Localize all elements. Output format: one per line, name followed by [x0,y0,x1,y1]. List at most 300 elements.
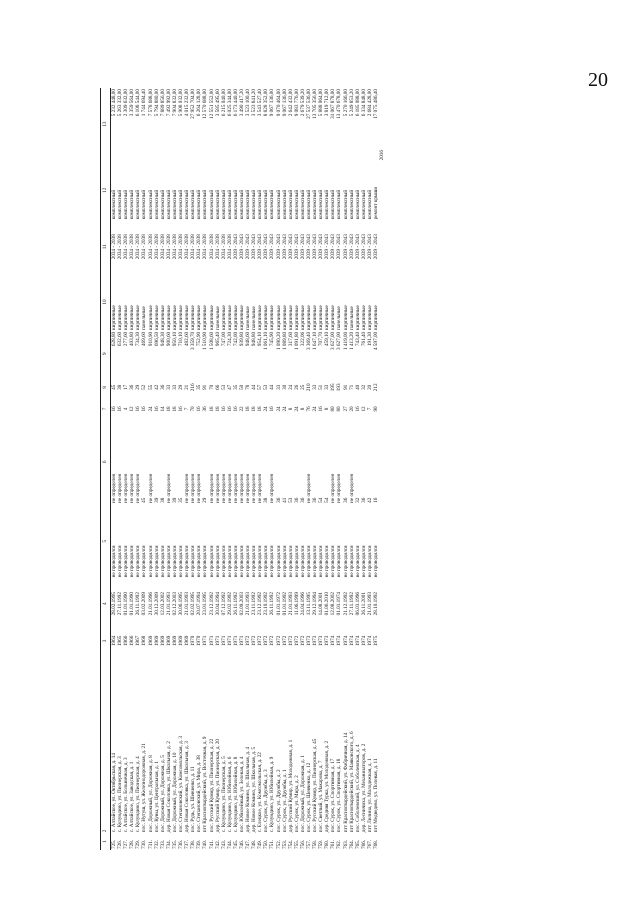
table-cell: 12 570 688,00 [202,89,209,119]
table-cell: 28.10.1992 [373,591,380,616]
table-cell: 725. [111,839,117,849]
table-cell: комплексный [366,189,373,220]
table-cell: 740. [202,839,209,849]
table-cell: 17 075 486,40 [373,89,380,119]
table-cell: 2034 - 2038 [117,234,124,260]
table-cell: кирпичные [306,305,312,330]
table-cell: 2039 - 2043 [269,234,276,260]
table-cell: 14.08.2001 [318,591,325,616]
table-cell: 5 794 880,00 [153,89,160,117]
table-cell: не проводился [232,545,239,578]
table-cell: комплексный [342,189,349,220]
table-cell: 1 510,90 [202,331,209,350]
table-cell: 18 [165,406,172,412]
table-cell: не определен [129,473,136,503]
table-cell: 6 173 440,00 [232,89,239,117]
table-cell: 628,80 [111,331,117,347]
table-cell: 23.11.1992 [251,592,258,616]
table-cell: 2034 - 2038 [208,234,215,260]
table-cell: пос. Сурок, ул. Спортивная, д. 17 [330,758,337,833]
table-cell: не проводился [354,545,361,578]
table-cell: 753. [281,839,288,849]
table-cell: пос. Соболевский, ул. Соболевская, д. 4 [354,744,361,833]
table-cell: 21.01.1996 [147,591,154,616]
table-cell: 02.12.2003 [171,591,178,616]
table-cell: 2 679 539,20 [299,89,306,117]
table-cell: 760. [324,839,331,849]
table-cell: 2039 - 2043 [257,234,264,260]
table-cell: 71 [348,384,355,390]
table-cell: 1974 [342,635,349,647]
table-cell: 24.04.1996 [299,591,306,616]
table-cell: с. Кулундино, ул. Юбилейная, д. 9 [269,756,276,833]
table-cell: 5 888 064,00 [318,89,325,117]
table-cell: 1 508,60 [208,331,215,350]
table-cell: 2039 - 2043 [360,234,367,260]
table-cell: 3 359 564,00 [129,89,136,117]
table-cell: 13 470 678,00 [336,89,343,119]
table-cell: 1973 [318,635,325,647]
table-cell: не проводился [336,545,343,578]
table-cell: пос. Светлый, ул. Макарова, д. 7 [318,760,325,833]
table-cell: комплексный [184,189,191,220]
table-cell: не проводился [190,545,197,578]
table-cell: не проводился [214,545,221,578]
table-cell: не проводился [117,545,124,578]
table-cell: дер. Средняя Турка, ул. Молодежная, д. 2 [324,740,331,833]
table-cell: 9 067 136,00 [281,89,288,117]
table-cell: не проводился [342,545,349,578]
table-cell: пос. Сурок, ул. Мира, д. 2 [293,775,300,833]
table-cell: не определен [232,473,239,503]
table-cell: 1967 [135,635,142,647]
table-cell: 948,80 [251,331,258,347]
table-cell: кирпичные [318,305,325,330]
table-cell: не проводился [123,545,130,578]
table-cell: 1974 [330,635,337,647]
table-cell: 18 [171,406,178,412]
column-header: 3 [101,629,111,653]
table-cell: 1 061,10 [263,331,270,350]
table-cell: 2 642 432,00 [287,89,294,117]
table-cell: 5 232 448,00 [111,89,117,117]
column-header: 4 [101,578,111,628]
table-cell: 12.03.2002 [159,591,166,616]
table-cell: 1969 [159,635,166,647]
table-cell: 910,90 [147,331,154,347]
table-cell: 756. [299,839,306,849]
table-cell: 1969 [153,635,160,647]
table-cell: 30.04.1994 [214,591,221,616]
table-cell: 7 889 856,00 [159,89,166,117]
table-cell: 1969 [171,635,178,647]
table-cell: не проводился [165,545,172,578]
table-cell: 32 [360,384,367,390]
table-cell: 2039 - 2043 [324,234,331,260]
table-cell: кирпичные [111,305,117,330]
table-cell: комплексный [293,189,300,220]
table-cell: с. Елецкое, ул. Комсомольская, д. 22 [257,752,264,833]
table-cell: 2034 - 2038 [111,234,117,260]
table-cell: 216 [190,383,197,392]
table-cell: 1970 [190,635,197,647]
table-cell: 36 [275,497,282,503]
table-cell: 7 904 832,00 [171,89,178,117]
table-cell: 1969 [147,635,154,647]
table-cell: 12.08.2002 [330,591,337,616]
table-cell: 18 [245,406,252,412]
table-cell: 35 [232,384,239,390]
table-cell: 2034 - 2038 [171,234,178,260]
table-cell: комплексный [153,189,160,220]
table-cell: 1974 [354,635,361,647]
table-cell: 3 543 527,40 [257,89,264,117]
table-cell: 1969 [165,635,172,647]
table-cell: 8 [324,407,331,411]
table-cell: 07.12.1992 [220,591,227,616]
table-cell: 16 [354,406,361,412]
table-cell: комплексный [360,189,367,220]
table-cell: 7 492 992,00 [165,89,172,117]
table-cell: 22 [238,406,245,412]
table-cell: 1 419,00 [342,331,349,350]
table-cell: 25 [299,384,306,390]
table-cell: пос. Дорожный, ул. Дорожная, д. 1 [299,755,306,833]
table-cell: 06.03.1996 [354,591,361,616]
table-cell: комплексный [257,189,264,220]
table-cell: кирпичные [299,305,306,330]
table-cell: 1968 [141,635,148,647]
table-cell: 2039 - 2043 [232,234,239,260]
table-cell: 20.07.1994 [196,591,203,616]
table-cell: кирпичные [165,305,172,330]
table-cell: 746. [238,839,245,849]
table-cell: 762. [336,839,343,849]
table-cell: пгт Красногвардейский, ул. Фабричная, д. 14 [342,732,349,833]
page-number: 20 [588,69,608,91]
table-cell: 2034 - 2038 [123,234,130,260]
table-cell: не определен [226,473,233,503]
table-cell: 16 [232,406,239,412]
table-cell: 696,50 [153,331,160,347]
table-cell: 20 [366,384,373,390]
table-cell: 2039 - 2043 [293,234,300,260]
table-cell: не определен [336,473,343,503]
table-cell: 18 [208,406,215,412]
table-cell: 1972 [263,635,270,647]
table-cell: 1971 [208,635,215,647]
table-cell: 743,40 [354,331,361,347]
table-cell: 2034 - 2038 [202,234,209,260]
table-cell: 3 359,70 [190,331,197,350]
table-cell: 1973 [312,635,319,647]
table-cell: 38 [263,497,270,503]
table-cell: 2039 - 2043 [373,234,380,260]
table-cell: 193 [336,383,343,392]
table-cell: 1966 [129,635,136,647]
table-cell: 2034 - 2038 [184,234,191,260]
table-cell: 36 [159,384,166,390]
table-cell: 7 [184,407,191,411]
table-cell: 2034 - 2038 [214,234,221,260]
table-cell: не проводился [171,545,178,578]
table-cell: 12 [360,406,367,412]
table-cell: с. Кулундино, ул. Пионерская, д. 5 [220,756,227,833]
table-cell: 2034 - 2038 [220,234,227,260]
table-cell: 38 [117,384,124,390]
table-cell: 91 [202,384,209,390]
table-cell: дер. Русский Кумир, ул. Пионерская, д. 20 [214,738,221,833]
table-cell: 1974 [360,635,367,647]
header-row [101,88,111,850]
table-cell: кирпичные [373,305,380,330]
table-cell: кирпичные [190,305,197,330]
table-cell: 6 215 040,00 [220,89,227,117]
table-cell: 2039 - 2043 [354,234,361,260]
table-cell: 17 [123,384,130,390]
table-cell: кирпичные [342,305,349,330]
column-header: 13 [101,88,111,160]
table-cell: 35 [196,384,203,390]
table-cell: 27.11.1992 [117,592,124,616]
table-cell: 742. [214,839,221,849]
table-cell: не проводился [366,545,373,578]
table-cell: не проводился [135,545,142,578]
table-cell: 1969 [184,635,191,647]
table-cell: не проводился [257,545,264,578]
table-cell: 1971 [226,635,233,647]
table-cell: 632,60 [117,331,124,347]
table-cell: 29 [178,384,185,390]
table-cell: 2039 - 2043 [263,234,270,260]
table-cell: пос. Дорожный, ул. Дорожная, д. 8 [147,755,154,833]
table-cell: 5 908 032,00 [178,89,185,117]
table-cell: 2 684 428,00 [366,89,373,117]
table-cell: 70 [208,384,215,390]
table-cell: с. Кулундино, ул. Юбилейная, д. 8 [232,756,239,833]
column-header: 8 [101,377,111,399]
table-cell: 1972 [257,635,264,647]
table-cell: 757. [306,839,312,849]
table-cell: комплексный [324,189,331,220]
table-cell: 1 089,80 [281,331,288,350]
table-cell: 2034 - 2038 [226,234,233,260]
table-cell: 30.06.1995 [178,591,185,616]
table-cell: 2039 - 2043 [330,234,337,260]
table-cell: кирпичные [238,305,245,330]
table-cell: 36 [312,497,319,503]
table-cell: 9 083 776,00 [293,89,300,117]
table-cell: 1 744 694,40 [141,89,148,117]
table-cell: 737. [184,839,191,849]
table-cell: 33 [312,384,319,390]
table-cell: 91 [342,384,349,390]
table-cell: 210 [306,383,312,392]
table-cell: 729. [135,839,142,849]
table-cell: 747,00 [220,331,227,347]
table-cell: 1 091,80 [293,331,300,350]
table-cell: 55 [147,384,154,390]
table-cell: 21.01.1993 [366,591,373,616]
table-cell: пос. Нугуш, ул. Железнодорожная, д. 21 [141,743,148,833]
table-cell: кирпичные [178,305,185,330]
table-cell: 13.11.1995 [306,592,312,616]
table-cell: 948,60 [245,331,252,347]
table-cell: ремонт крыши [373,186,380,220]
table-cell: 21.01.1993 [245,591,252,616]
table-cell: 54 [318,497,325,503]
table-cell: не определен [196,473,203,503]
table-cell: 26.11.2001 [360,592,367,616]
table-cell: пгт Красногвардейский, ул. Маяковского, д. 6 [348,731,355,833]
table-cell: 1972 [269,635,276,647]
table-cell: 3 627,00 [330,331,337,350]
table-cell: 5 249 853,20 [348,89,355,117]
table-cell: 2034 - 2038 [190,234,197,260]
table-cell: не проводился [348,545,355,578]
table-cell: пос. Степановский, ул. Комсомольская, д. 3 [178,736,185,833]
table-cell: кирпичные [269,305,276,330]
table-cell: 47 [226,384,233,390]
table-cell: не проводился [324,545,331,578]
table-cell: 766. [360,839,367,849]
table-cell: 2034 - 2038 [147,234,154,260]
table-cell: 1971 [202,635,209,647]
table-cell: кирпичные [287,305,294,330]
table-cell: 31 067 878,00 [330,89,337,119]
table-cell: 02.02.1995 [190,591,197,616]
table-cell: не определен [123,473,130,503]
table-cell: 403,80 [129,331,136,347]
table-cell: 26.11.1992 [232,592,239,616]
table-cell: кирпичные [312,305,319,330]
table-cell: 755. [293,839,300,849]
table-cell: 2039 - 2043 [312,234,319,260]
table-cell: 1965 [117,635,124,647]
table-cell: не определен [111,473,117,503]
table-cell: кирпичные [153,305,160,330]
table-cell: 66 [214,384,221,390]
table-cell: 1971 [238,635,245,647]
table-cell: 732. [153,839,160,849]
table-cell: 735. [171,839,178,849]
table-cell: с. Алтайское, ул. Больничная, д. 3 [123,757,130,833]
table-cell: 3 627,00 [336,331,343,350]
table-cell: не определен [306,473,312,503]
table-cell: комплексный [147,189,154,220]
table-cell: не определен [214,473,221,503]
table-cell: не проводился [360,545,367,578]
table-cell: 24 [147,406,154,412]
table-cell: кирпичные [360,305,367,330]
table-cell: комплексный [330,189,337,220]
table-cell: 52 [141,384,148,390]
column-header: 2 [101,653,111,833]
table-cell: кирпичные [117,305,124,330]
table-cell: комплексный [354,189,361,220]
table-cell: 1964 [111,635,117,647]
table-cell: 3 819 712,00 [324,89,331,117]
table-cell: 29.12.1994 [312,591,319,616]
table-cell: 727. [123,839,130,849]
table-cell: пгт Лилина, ул. Молодежная, д. 1 [366,758,373,833]
table-cell: 758. [312,839,319,849]
table-cell: 9 070 464,00 [275,89,282,117]
table-cell: кирпичные [232,305,239,330]
table-cell: не проводился [220,545,227,578]
table-cell: 3 523 841,20 [251,89,258,117]
table-cell: 738. [190,839,197,849]
table-cell: комплексный [299,189,306,220]
table-cell: 761,40 [360,331,367,347]
table-cell: 2039 - 2043 [366,234,373,260]
table-cell: 32 [354,497,361,503]
table-cell: 29 [202,497,209,503]
table-cell: не определен [190,473,197,503]
table-cell: 745,90 [269,331,276,347]
table-cell: не определен [165,473,172,503]
table-cell: 9 067 136,00 [269,89,276,117]
table-cell: 1 647,10 [312,331,319,350]
table-cell: пос. Сурок, ул. Шевченко, д. 12 [306,762,312,833]
table-cell: 90 [373,406,380,412]
table-cell: 1972 [293,635,300,647]
table-cell: 16 [318,406,325,412]
table-cell: 01.01.1990 [123,591,130,616]
table-cell: не проводился [178,545,185,578]
table-cell: кирпичные [220,305,227,330]
table-cell: 2039 - 2043 [281,234,288,260]
table-cell: 741. [208,839,215,849]
table-cell: кирпичные [208,305,215,330]
table-cell: 726. [117,839,124,849]
table-cell: комплексный [141,189,148,220]
table-cell: не определен [348,473,355,503]
table-cell: 16 [373,497,380,503]
table-cell: комплексный [171,189,178,220]
table-cell: 18 [257,406,264,412]
column-header: 6 [101,420,111,504]
table-cell: 734. [165,839,172,849]
table-cell: комплексный [306,189,312,220]
table-cell: 749. [257,839,264,849]
table-cell: 51 [318,384,325,390]
table-cell: 1971 [232,635,239,647]
table-cell: 38 [159,497,166,503]
table-cell: 1 090,20 [275,331,282,350]
table-cell: 33 [171,384,178,390]
table-cell: с. Алтайское, ул. Октябрьская, д. 14 [111,753,117,833]
table-cell: 322,06 [299,331,306,347]
table-cell: 731. [147,839,154,849]
table-cell: не проводился [147,545,154,578]
table-cell: 759. [318,839,325,849]
table-cell: 39 [171,497,178,503]
table-cell: кирпичные [354,305,361,330]
table-cell: 1975 [373,635,380,647]
table-cell: 2034 - 2038 [159,234,166,260]
table-cell: пос. Сурок, ул. Дружбы, д. 2 [275,769,282,833]
table-cell: 742,00 [232,331,239,347]
table-cell: 2034 - 2038 [196,234,203,260]
table-cell: комплексный [117,189,124,220]
table-cell: 1971 [214,635,221,647]
table-cell: пос. Сурок, ул. Дружбы, д. 3 [263,769,270,833]
table-cell: комплексный [238,189,245,220]
table-cell: 2034 - 2038 [135,234,142,260]
table-cell: 13 705 356,00 [312,89,319,119]
table-cell: не проводился [299,545,306,578]
